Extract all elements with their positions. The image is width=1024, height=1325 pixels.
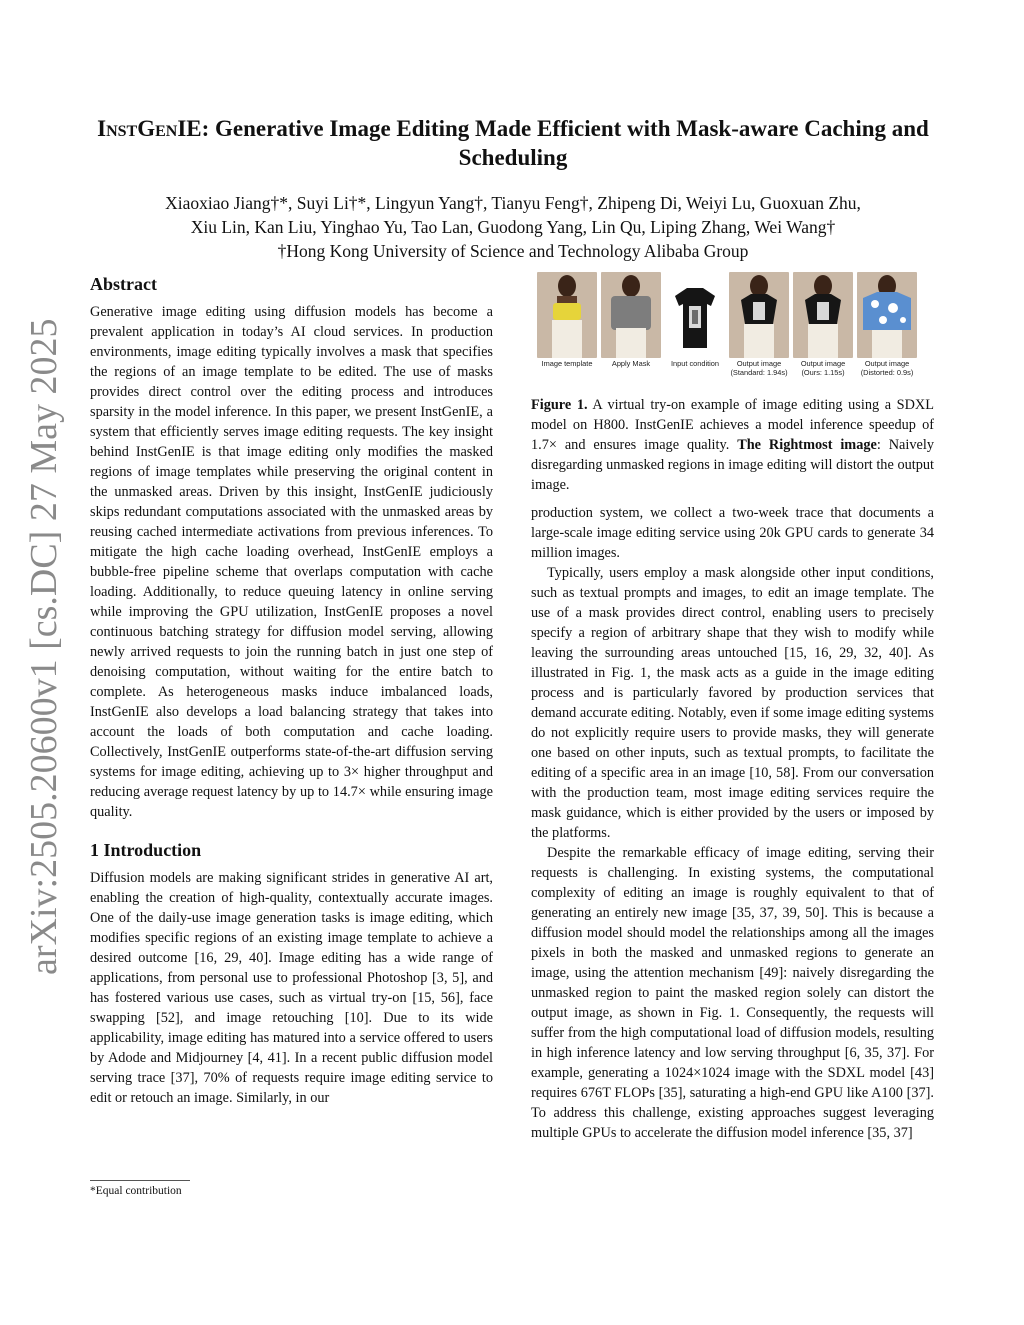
output-standard-thumb <box>729 272 789 358</box>
label-output-ours: Output image (Ours: 1.15s) <box>800 359 846 377</box>
caption-label: Figure 1. <box>531 397 588 413</box>
caption-text: A virtual try-on example of image editing using a SDXL model on H800. InstGenIE achieves a model inference speedup of 1.7× and ensures image quality. <box>531 397 934 453</box>
output-distorted-thumb <box>857 272 917 358</box>
right-paragraph-1: production system, we collect a two-week trace that documents a large-scale image editing service using 20k GPU cards to generate 34 million images. <box>531 505 934 561</box>
right-column <box>531 503 934 1143</box>
figure-caption <box>531 395 934 495</box>
label-image-template: Image template <box>541 359 593 368</box>
title-rest: : Generative Image Editing Made Efficient with Mask-aware Caching and Scheduling <box>201 116 929 170</box>
figure-1 <box>531 272 934 495</box>
abstract-text: Generative image editing using diffusion models has become a prevalent application in today’s AI cloud services. In production environments, image editing typically involves a mask that specifies the regions of an image template to be edited. The use of masks provides direct control over the editing process and introduces sparsity in the model inference. In this paper, we present InstGenIE, a system that efficiently serves image editing requests. The key insight behind InstGenIE is that image editing only modifies the masked regions of image templates while preserving the original content in the unmasked areas. Driven by this insight, InstGenIE judiciously skips redundant computations associated with the unmasked areas by reusing cached intermediate activations from previous inferences. To mitigate the high cache loading overhead, InstGenIE employs a bubble-free pipeline scheme that overlaps computation with cache loading. Additionally, to reduce queuing latency in online serving while improving the GPU utilization, InstGenIE proposes a novel continuous batching strategy for diffusion model serving, allowing newly arrived requests to join the running batch in just one step of denoising computation, without waiting for the entire batch to complete. As heterogeneous masks induce imbalanced loads, InstGenIE also develops a load balancing strategy that takes into account the loads of both computation and cache loading. Collectively, InstGenIE outperforms state-of-the-art diffusion serving systems for image editing, achieving up to 3× higher throughput and reducing average request latency by up to 14.7× while ensuring image quality. <box>90 304 493 820</box>
figure-thumb-labels <box>537 359 934 377</box>
intro-heading: 1 Introduction <box>90 840 202 860</box>
label-output-standard: Output image (Standard: 1.94s) <box>730 359 788 377</box>
intro-paragraph-1: Diffusion models are making significant strides in generative AI art, enabling the creation of high-quality, contextually accurate images. One of the daily-use image generation tasks is image editing, which modifies specific regions of an existing image template to achieve a desired outcome [16, 29, 40]. Image editing has a wide range of applications, from personal use to professional Photoshop [3, 5], and has fostered various use cases, such as virtual try-on [15, 56], face swapping [52], and image retouching [10]. Due to its wide applicability, image editing has matured into a service offered to users by Adode and Midjourney [4, 41]. In a recent public diffusion model serving trace [37], 70% of requests require image editing service to edit or retouch an image. Similarly, in our <box>90 870 493 1106</box>
left-column <box>90 272 493 1108</box>
arxiv-watermark: arXiv:2505.20600v1 [cs.DC] 27 May 2025 <box>23 318 65 975</box>
label-apply-mask: Apply Mask <box>611 359 651 368</box>
right-paragraph-3: Despite the remarkable efficacy of image editing, serving their requests is challenging. In existing systems, the computational complexity of editing an image is roughly equivalent to that of generating an entirely new image [35, 37, 39, 50]. This is because a diffusion model should model the relationships among all the images pixels in both the masked and unmasked regions to generate an image, using the attention mechanism [49]: naively disregarding the unmasked region to paint the masked region solely can distort the output image, as shown in Fig. 1. Consequently, the requests will suffer from the high computational load of diffusion models, resulting in high inference latency and low serving throughput [6, 35, 37]. For example, generating a 1024×1024 image with the SDXL model [43] requires 676T FLOPs [35], saturating a high-end GPU like A100 [37]. To address this challenge, existing approaches suggest leveraging multiple GPUs to accelerate the diffusion model inference [35, 37] <box>531 845 934 1141</box>
system-name: InstGenIE <box>97 116 202 141</box>
author-block <box>90 191 936 263</box>
input-condition-thumb <box>665 272 725 358</box>
affiliations: †Hong Kong University of Science and Technology Alibaba Group <box>277 241 749 261</box>
caption-tail: : Naively disregarding unmasked regions in image editing will distort the output image. <box>531 437 934 493</box>
output-ours-thumb <box>793 272 853 358</box>
footnote: *Equal contribution <box>90 1185 182 1197</box>
label-input-condition: Input condition <box>670 359 720 368</box>
authors-line-1: Xiaoxiao Jiang†*, Suyi Li†*, Lingyun Yang†, Tianyu Feng†, Zhipeng Di, Weiyi Lu, Guoxuan Zhu, <box>165 193 861 213</box>
paper-title <box>90 114 936 172</box>
image-template-thumb <box>537 272 597 358</box>
caption-bold: The Rightmost image <box>737 437 877 453</box>
authors-line-2: Xiu Lin, Kan Liu, Yinghao Yu, Tao Lan, Guodong Yang, Lin Qu, Liping Zhang, Wei Wang† <box>190 217 836 237</box>
apply-mask-thumb <box>601 272 661 358</box>
abstract-heading: Abstract <box>90 274 157 294</box>
label-output-distorted: Output image (Distorted: 0.9s) <box>860 359 914 377</box>
footnote-rule <box>90 1180 190 1181</box>
figure-thumbnails <box>537 272 934 358</box>
right-paragraph-2: Typically, users employ a mask alongside other input conditions, such as textual prompts and images, to edit an image template. The use of a mask provides direct control, enabling users to precisely specify a region of arbitrary shape that they wish to modify while leaving the surrounding areas untouched [15, 16, 29, 32, 40]. As illustrated in Fig. 1, the mask acts as a guide in the image editing process and is particularly favored by production services that demand accurate editing. Notably, even if some image editing systems do not explicitly require users to provide masks, they will generate one based on other inputs, such as textual prompts, to facilitate the editing of a specific area in an image [10, 58]. From our conversation with the production team, most image editing services require the mask guidance, which is either provided by the users or imposed by the platforms. <box>531 565 934 841</box>
